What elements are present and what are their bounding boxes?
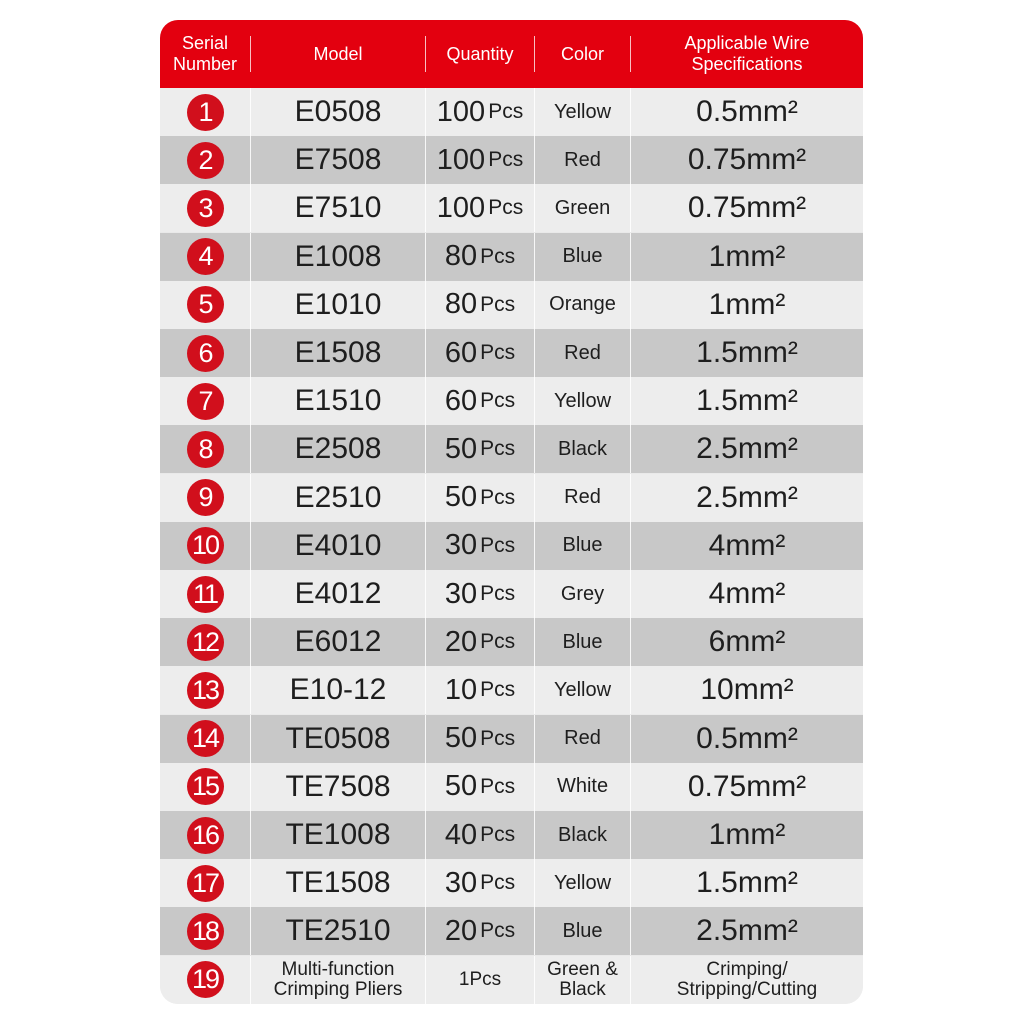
quantity-unit: Pcs xyxy=(480,292,516,316)
color-cell xyxy=(535,184,630,232)
serial-cell xyxy=(160,233,250,281)
spec-cell xyxy=(631,618,863,666)
header-spec: Applicable Wire Specifications xyxy=(684,33,810,74)
serial-cell xyxy=(160,184,250,232)
serial-number-badge: 19 xyxy=(187,961,224,998)
spec-value: 1.5mm² xyxy=(696,384,798,418)
quantity-value: 1 xyxy=(458,968,470,990)
header-quantity: Quantity xyxy=(446,43,514,64)
spec-value: 1.5mm² xyxy=(696,866,798,900)
quantity-cell xyxy=(426,233,534,281)
spec-value: 4mm² xyxy=(708,528,786,562)
table-row xyxy=(160,570,863,618)
model-cell: TE1508 xyxy=(285,866,391,900)
spec-cell xyxy=(631,715,863,763)
color-value: Green xyxy=(554,196,611,219)
color-value: Yellow xyxy=(553,871,612,894)
quantity-cell xyxy=(426,907,534,955)
color-cell xyxy=(535,474,630,522)
table-row xyxy=(160,184,863,232)
color-cell xyxy=(535,136,630,184)
quantity-cell xyxy=(426,474,534,522)
table-row xyxy=(160,811,863,859)
model-cell: E7508 xyxy=(294,143,382,177)
color-cell xyxy=(535,763,630,811)
serial-cell xyxy=(160,570,250,618)
spec-value: 2.5mm² xyxy=(696,432,798,466)
quantity-value: 80 xyxy=(444,288,478,321)
quantity-unit: Pcs xyxy=(488,196,524,220)
color-cell xyxy=(535,956,630,1004)
quantity-cell xyxy=(426,763,534,811)
serial-cell xyxy=(160,88,250,136)
quantity-cell xyxy=(426,425,534,473)
color-value: Grey xyxy=(560,582,605,605)
quantity-value: 60 xyxy=(444,336,478,369)
color-cell xyxy=(535,666,630,714)
quantity-value: 100 xyxy=(436,95,486,128)
serial-number-badge: 11 xyxy=(187,576,224,613)
table-header xyxy=(160,20,863,88)
quantity-unit: Pcs xyxy=(480,919,516,943)
color-value: White xyxy=(556,775,609,798)
serial-number-badge: 13 xyxy=(187,672,224,709)
quantity-unit: Pcs xyxy=(480,774,516,798)
quantity-cell xyxy=(426,522,534,570)
color-cell xyxy=(535,859,630,907)
table-row xyxy=(160,666,863,714)
spec-value: Crimping/ Stripping/Cutting xyxy=(676,958,818,1000)
serial-cell xyxy=(160,377,250,425)
serial-cell xyxy=(160,474,250,522)
color-cell xyxy=(535,907,630,955)
spec-cell xyxy=(631,522,863,570)
model-cell: E2510 xyxy=(294,480,382,514)
serial-cell xyxy=(160,136,250,184)
serial-cell xyxy=(160,329,250,377)
serial-number-badge: 5 xyxy=(187,286,224,323)
spec-cell xyxy=(631,281,863,329)
quantity-unit: Pcs xyxy=(480,389,516,413)
quantity-value: 20 xyxy=(444,914,478,947)
serial-number-badge: 3 xyxy=(187,190,224,227)
spec-cell xyxy=(631,474,863,522)
spec-cell xyxy=(631,763,863,811)
table-row xyxy=(160,763,863,811)
spec-cell xyxy=(631,377,863,425)
color-value: Yellow xyxy=(553,100,612,123)
serial-number-badge: 10 xyxy=(187,527,224,564)
serial-cell xyxy=(160,811,250,859)
serial-cell xyxy=(160,522,250,570)
spec-cell xyxy=(631,425,863,473)
color-value: Yellow xyxy=(553,678,612,701)
quantity-unit: Pcs xyxy=(480,485,516,509)
color-value: Orange xyxy=(549,293,616,316)
color-value: Red xyxy=(564,486,601,509)
model-cell: E2508 xyxy=(294,432,382,466)
table-row xyxy=(160,474,863,522)
table-row xyxy=(160,715,863,763)
serial-number-badge: 16 xyxy=(187,817,224,854)
quantity-unit: Pcs xyxy=(480,678,516,702)
quantity-cell xyxy=(426,570,534,618)
color-cell xyxy=(535,618,630,666)
color-cell xyxy=(535,715,630,763)
spec-value: 1mm² xyxy=(708,287,786,321)
quantity-value: 30 xyxy=(444,866,478,899)
serial-cell xyxy=(160,907,250,955)
spec-cell xyxy=(631,88,863,136)
serial-cell xyxy=(160,763,250,811)
quantity-value: 10 xyxy=(444,673,478,706)
quantity-cell xyxy=(426,666,534,714)
serial-number-badge: 9 xyxy=(187,479,224,516)
quantity-cell xyxy=(426,811,534,859)
serial-number-badge: 18 xyxy=(187,913,224,950)
color-cell xyxy=(535,425,630,473)
model-cell: E7510 xyxy=(294,191,382,225)
serial-number-badge: 17 xyxy=(187,865,224,902)
color-cell xyxy=(535,811,630,859)
model-cell: E1010 xyxy=(294,287,382,321)
color-cell xyxy=(535,281,630,329)
spec-cell xyxy=(631,233,863,281)
table-row xyxy=(160,377,863,425)
quantity-unit: Pcs xyxy=(480,437,516,461)
model-cell: Multi-function Crimping Pliers xyxy=(273,958,403,1000)
spec-value: 2.5mm² xyxy=(696,914,798,948)
serial-cell xyxy=(160,281,250,329)
table-row xyxy=(160,859,863,907)
model-cell: E1008 xyxy=(294,239,382,273)
color-value: Blue xyxy=(562,245,603,268)
serial-cell xyxy=(160,956,250,1004)
table-row xyxy=(160,907,863,955)
model-cell: TE2510 xyxy=(285,914,391,948)
spec-value: 0.75mm² xyxy=(687,143,807,177)
model-cell: E4010 xyxy=(294,528,382,562)
spec-cell xyxy=(631,184,863,232)
serial-cell xyxy=(160,666,250,714)
spec-cell xyxy=(631,570,863,618)
table-row xyxy=(160,88,863,136)
model-cell: E10-12 xyxy=(289,673,387,707)
model-cell: TE1008 xyxy=(285,818,391,851)
quantity-cell xyxy=(426,136,534,184)
table-row xyxy=(160,522,863,570)
quantity-value: 30 xyxy=(444,577,478,610)
color-value: Green & Black xyxy=(547,958,618,1000)
quantity-cell xyxy=(426,618,534,666)
color-cell xyxy=(535,522,630,570)
spec-value: 1mm² xyxy=(708,818,786,851)
quantity-value: 30 xyxy=(444,529,478,562)
serial-cell xyxy=(160,425,250,473)
table-row xyxy=(160,956,863,1004)
spec-value: 2.5mm² xyxy=(696,480,798,514)
serial-cell xyxy=(160,715,250,763)
serial-number-badge: 1 xyxy=(187,94,224,131)
quantity-cell xyxy=(426,184,534,232)
header-color: Color xyxy=(560,43,604,64)
color-value: Red xyxy=(564,727,601,750)
quantity-cell xyxy=(426,377,534,425)
quantity-value: 50 xyxy=(444,481,478,514)
table-row xyxy=(160,233,863,281)
table-row xyxy=(160,329,863,377)
serial-cell xyxy=(160,859,250,907)
quantity-unit: Pcs xyxy=(480,582,516,605)
model-cell: TE0508 xyxy=(285,721,391,755)
color-cell xyxy=(535,329,630,377)
table-row xyxy=(160,136,863,184)
quantity-cell xyxy=(426,715,534,763)
table-row xyxy=(160,281,863,329)
quantity-cell xyxy=(426,281,534,329)
quantity-cell xyxy=(426,956,534,1004)
spec-value: 0.5mm² xyxy=(696,95,798,128)
quantity-unit: Pcs xyxy=(480,533,516,557)
quantity-value: 80 xyxy=(444,240,478,273)
model-cell: TE7508 xyxy=(285,769,391,803)
serial-number-badge: 8 xyxy=(187,431,224,468)
spec-value: 1.5mm² xyxy=(696,336,798,369)
color-value: Blue xyxy=(562,630,603,653)
quantity-value: 50 xyxy=(444,770,478,803)
model-cell: E4012 xyxy=(294,577,382,610)
color-value: Yellow xyxy=(553,389,612,412)
quantity-unit: Pcs xyxy=(480,630,516,654)
quantity-unit: Pcs xyxy=(469,968,502,990)
table-row xyxy=(160,618,863,666)
serial-number-badge: 4 xyxy=(187,238,224,275)
color-value: Blue xyxy=(562,919,603,942)
spec-value: 6mm² xyxy=(708,625,786,659)
quantity-unit: Pcs xyxy=(480,871,516,895)
serial-number-badge: 15 xyxy=(187,768,224,805)
serial-number-badge: 6 xyxy=(187,335,224,372)
color-value: Red xyxy=(564,148,601,171)
spec-table xyxy=(160,20,863,1004)
spec-value: 0.5mm² xyxy=(696,721,798,755)
quantity-cell xyxy=(426,329,534,377)
spec-cell xyxy=(631,666,863,714)
model-cell: E6012 xyxy=(294,625,382,659)
spec-cell xyxy=(631,329,863,377)
quantity-cell xyxy=(426,859,534,907)
color-cell xyxy=(535,377,630,425)
quantity-value: 100 xyxy=(436,143,486,176)
quantity-unit: Pcs xyxy=(488,148,524,172)
spec-value: 1mm² xyxy=(708,239,786,273)
quantity-unit: Pcs xyxy=(480,823,516,846)
serial-number-badge: 2 xyxy=(187,142,224,179)
spec-cell xyxy=(631,811,863,859)
color-value: Black xyxy=(558,437,607,460)
quantity-value: 50 xyxy=(444,722,478,755)
spec-cell xyxy=(631,956,863,1004)
quantity-unit: Pcs xyxy=(480,726,516,750)
color-cell xyxy=(535,233,630,281)
quantity-cell xyxy=(426,88,534,136)
quantity-value: 60 xyxy=(444,384,478,417)
spec-value: 0.75mm² xyxy=(687,191,807,225)
spec-value: 0.75mm² xyxy=(687,769,807,803)
color-cell xyxy=(535,88,630,136)
serial-number-badge: 12 xyxy=(187,624,224,661)
spec-cell xyxy=(631,136,863,184)
color-value: Black xyxy=(558,823,607,846)
spec-cell xyxy=(631,859,863,907)
color-value: Red xyxy=(564,341,601,364)
spec-value: 10mm² xyxy=(700,673,794,707)
quantity-value: 50 xyxy=(444,432,478,465)
quantity-unit: Pcs xyxy=(480,244,516,268)
quantity-unit: Pcs xyxy=(480,341,516,364)
model-cell: E0508 xyxy=(294,95,382,128)
spec-value: 4mm² xyxy=(708,577,786,610)
serial-number-badge: 14 xyxy=(187,720,224,757)
quantity-value: 40 xyxy=(444,818,478,851)
spec-cell xyxy=(631,907,863,955)
header-serial: Serial Number xyxy=(172,33,238,74)
quantity-value: 20 xyxy=(444,625,478,658)
color-value: Blue xyxy=(562,534,603,557)
table-row xyxy=(160,425,863,473)
serial-cell xyxy=(160,618,250,666)
model-cell: E1510 xyxy=(294,384,382,418)
quantity-value: 100 xyxy=(436,191,486,224)
quantity-unit: Pcs xyxy=(488,100,524,123)
color-cell xyxy=(535,570,630,618)
serial-number-badge: 7 xyxy=(187,383,224,420)
model-cell: E1508 xyxy=(294,336,382,369)
header-model: Model xyxy=(313,43,363,64)
